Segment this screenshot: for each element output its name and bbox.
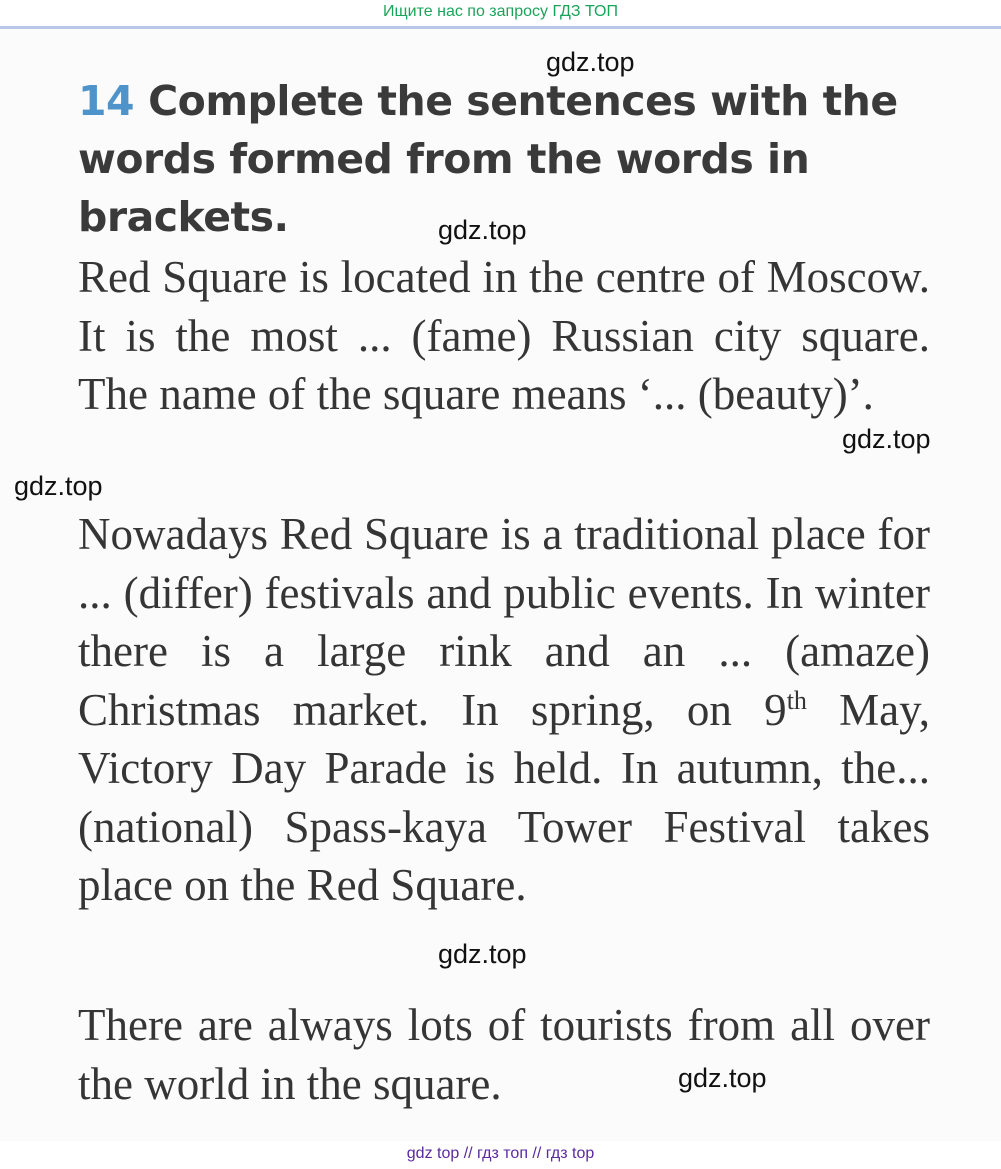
paragraph-2	[78, 505, 930, 915]
watermark: gdz.top	[842, 424, 931, 454]
watermark: gdz.top	[438, 215, 527, 245]
top-banner[interactable]: Ищите нас по запросу ГДЗ ТОП	[0, 0, 1001, 29]
exercise-instruction: Complete the sentences with the words formed from the words in brackets.	[78, 77, 898, 241]
watermark: gdz.top	[678, 1063, 767, 1093]
paragraph-2-part-1: Nowadays Red Square is a traditional place for ... (differ) festivals and public events. In winter there is a large rink and an ... (amaze) Christmas market. In spring, on 9	[78, 509, 930, 735]
ordinal-suffix: th	[786, 685, 807, 715]
paragraph-1: Red Square is located in the centre of Moscow. It is the most ... (fame) Russian city square. The name of the square means ‘... (beauty)’.	[78, 252, 930, 419]
watermark: gdz.top	[438, 939, 527, 969]
bottom-banner[interactable]: gdz top // гдз топ // гдз top	[0, 1141, 1001, 1169]
paragraph-2-part-2: May, Victory Day Parade is held. In autumn, the... (national) Spass-kaya Tower Festival takes place on the Red Square.	[78, 684, 930, 910]
watermark: gdz.top	[14, 471, 103, 501]
watermark: gdz.top	[546, 47, 635, 77]
paragraph-3: There are always lots of tourists from all over the world in the square.	[78, 1000, 930, 1109]
exercise-number: 14	[78, 77, 135, 125]
